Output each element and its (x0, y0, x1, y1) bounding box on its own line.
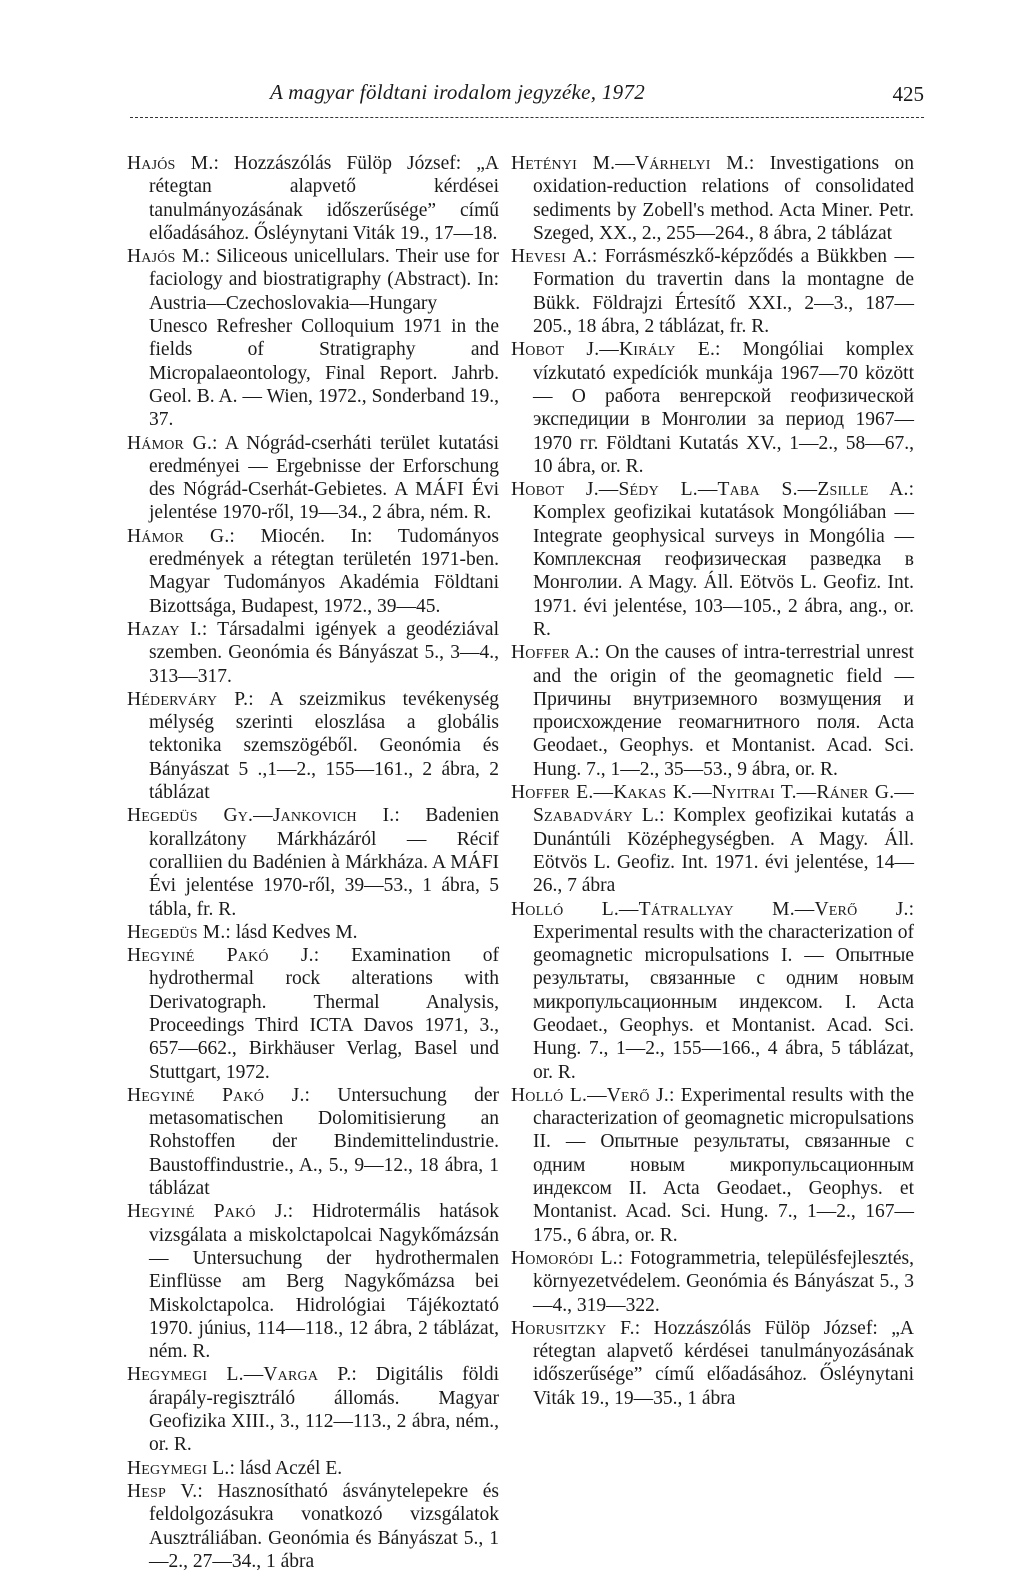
right-column (511, 152, 914, 1410)
entry-author: Hegedüs Gy.—Jankovich I. (127, 805, 395, 827)
entry-author: Hegedüs M. (127, 921, 226, 943)
entry-author: Hevesi A. (511, 246, 592, 268)
entry-text: : Investigations on oxidation-reduction relations of consolidated sediments by Zobell's method. Acta Miner. Petr. Szeged, XX., 2., 255—264., 8 ábra, 2 táblázat (533, 153, 914, 244)
entry-author: Hajós M. (127, 246, 205, 268)
bibliography-entry (511, 898, 914, 1084)
bibliography-entry (511, 478, 914, 641)
entry-author: Hámor G. (127, 432, 213, 454)
entry-text: : Experimental results with the characterization of geomagnetic micropulsations II. — Опытные результаты, связанные с одним новым микропульсационным индексом II. Acta Geodaet., Geophys. et Montanist. Acad. Sci. Hung. 7., 1—2., 167—175., 6 ábra, or. R. (533, 1084, 914, 1246)
entry-text: : Experimental results with the characterization of geomagnetic micropulsations I. — Опытные результаты, связанные с одним новым микропульсационным индексом. I. Acta Geodaet., Geophys. et Montanist. Acad. Sci. Hung. 7., 1—2., 155—166., 4 ábra, 5 táblázat, or. R. (533, 898, 914, 1083)
bibliography-entry (511, 1247, 914, 1317)
entry-text: : Forrásmészkő-képződés a Bükkben — Formation du travertin dans la montagne de Bükk. Földrajzi Értesítő XXI., 2—3., 187—205., 18 ábra, 2 táblázat, fr. R. (533, 246, 914, 338)
entry-text: : Siliceous unicellulars. Their use for faciology and biostratigraphy (Abstract). In: Austria—Czechoslovakia—Hungary Unesco Refresher Colloquium 1971 in the fields of Stratigraphy and Micropalaeontology, Final Report. Jahrb. Geol. B. A. — Wien, 1972., Sonderband 19., 37. (149, 246, 499, 431)
entry-text: : Untersuchung der metasomatischen Dolomitisierung an Rohstoffen der Bindemittelindustrie. Baustoffindustrie., A., 5., 9—12., 18 ábra, 1 táblázat (149, 1084, 499, 1200)
bibliography-entry (511, 1317, 914, 1410)
bibliography-entry (127, 618, 499, 688)
entry-text: : Digitális földi árapály-regisztráló állomás. Magyar Geofizika XIII., 3., 112—113., 2 ábra, ném., or. R. (149, 1364, 499, 1456)
bibliography-entry (511, 152, 914, 245)
entry-text: : Mongóliai komplex vízkutató expedíciók munkája 1967—70 között — О работа венгерской геофизической экспедиции в Монголии за период 1967—1970 гг. Földtani Kutatás XV., 1—2., 58—67., 10 ábra, or. R. (533, 339, 914, 477)
entry-author: Hobot J.—Sédy L.—Taba S.—Zsille A. (511, 479, 909, 501)
header-rule (130, 117, 924, 118)
bibliography-entry (127, 1480, 499, 1573)
entry-author: Holló L.—Tátrallyay M.—Verő J. (511, 898, 909, 920)
entry-text: : A Nógrád-cserháti terület kutatási eredményei — Ergebnisse der Erforschung des Nógrád-Cserhát-Gebietes. A MÁFI Évi jelentése 1970-ről, 19—34., 2 ábra, ném. R. (149, 432, 499, 524)
entry-author: Hegyiné Pakó J. (127, 1084, 305, 1106)
bibliography-entry (127, 921, 499, 944)
bibliography-entry (127, 804, 499, 920)
entry-author: Horusitzky F. (511, 1317, 635, 1339)
entry-text: : Komplex geofizikai kutatás a Dunántúli Középhegységben. A Magy. Áll. Eötvös L. Geofiz. Int. 1971. évi jelentése, 14—26., 7 ábra (533, 805, 914, 897)
bibliography-entry (511, 338, 914, 478)
entry-text: : A szeizmikus tevékenység mélység szerinti eloszlása a globális tektonika szemszögéből. Geonómia és Bányászat 5 .,1—2., 155—161., 2 ábra, 2 táblázat (149, 688, 499, 804)
bibliography-entry (127, 1200, 499, 1363)
bibliography-entry (127, 1457, 499, 1480)
entry-text: : Hozzászólás Fülöp József: „A rétegtan alapvető kérdései tanulmányozásának időszerűsége” című előadásához. Ősléynytani Viták 19., 17—18. (149, 153, 499, 244)
bibliography-entry (511, 245, 914, 338)
entry-text: : Komplex geofizikai kutatások Mongóliában — Integrate geophysical surveys in Mongólia — Комплексная геофизическая разведка в Монголии. A Magy. Áll. Eötvös L. Geofiz. Int. 1971. évi jelentése, 103—105., 2 ábra, ang., or. R. (533, 479, 914, 640)
entry-text: : Hidrotermális hatások vizsgálata a miskolctapolcai Nagykőmázsán — Untersuchung der hydrothermalen Einflüsse am Berg Nagykőmázsa bei Miskolctapolca. Hidrológiai Tájékoztató 1970. június, 114—118., 12 ábra, 2 táblázat, ném. R. (149, 1201, 499, 1363)
entry-text: : Társadalmi igények a geodéziával szemben. Geonómia és Bányászat 5., 3—4., 313—317. (149, 618, 499, 687)
entry-text: : Hasznosítható ásványtelepekre és feldolgozásukra vonatkozó vizsgálatok Ausztráliában. Geonómia és Bányászat 5., 1—2., 27—34., 1 ábra (149, 1480, 499, 1572)
entry-author: Hegymegi L. (127, 1457, 230, 1479)
entry-text: : On the causes of intra-terrestrial unrest and the origin of the geomagnetic field — Причины внутриземного возмущения и происхождение геомагнитного поля. Acta Geodaet., Geophys. et Montanist. Acad. Sci. Hung. 7., 1—2., 35—53., 9 ábra, or. R. (533, 642, 914, 780)
entry-author: Hetényi M.—Várhelyi M. (511, 153, 749, 174)
bibliography-entry (127, 525, 499, 618)
entry-text: : Hozzászólás Fülöp József: „A rétegtan alapvető kérdései tanulmányozásának időszerűsége” című előadásához. Ősléynytani Viták 19., 19—35., 1 ábra (533, 1317, 914, 1409)
bibliography-entry (127, 1084, 499, 1200)
bibliography-entry (127, 245, 499, 431)
bibliography-entry (127, 152, 499, 245)
bibliography-entry (511, 781, 914, 897)
entry-author: Hobot J.—Király E. (511, 339, 716, 361)
bibliography-entry (127, 432, 499, 525)
entry-text: : lásd Kedves M. (225, 921, 358, 943)
entry-author: Holló L.—Verő J. (511, 1084, 669, 1106)
bibliography-entry (511, 1084, 914, 1247)
running-title: A magyar földtani irodalom jegyzéke, 1972 (270, 80, 646, 104)
entry-author: Héderváry P. (127, 688, 249, 710)
entry-author: Hegyiné Pakó J. (127, 945, 314, 967)
entry-author: Hoffer A. (511, 642, 595, 664)
entry-text: : Fotogrammetria, településfejlesztés, környezetvédelem. Geonómia és Bányászat 5., 3—4., 319—322. (533, 1247, 914, 1316)
entry-text: : lásd Aczél E. (229, 1457, 343, 1479)
entry-author: Hajós M. (127, 153, 214, 174)
bibliography-entry (511, 641, 914, 781)
left-column (127, 152, 499, 1573)
bibliography-entry (127, 1363, 499, 1456)
entry-author: Hegyiné Pakó J. (127, 1201, 288, 1223)
entry-author: Homoródi L. (511, 1247, 618, 1269)
page-number: 425 (892, 82, 924, 106)
entry-author: Hazay I. (127, 618, 202, 640)
page-header (130, 80, 924, 110)
entry-author: Hoffer E.—Kakas K.—Nyitrai T.—Ráner G.—Szabadváry L. (511, 782, 914, 827)
entry-text: : Badenien korallzátony Márkházáról — Récif coralliien du Badénien à Márkháza. A MÁFI Évi jelentése 1970-ről, 39—53., 1 ábra, 5 tábla, fr. R. (149, 805, 499, 920)
entry-author: Hesp V. (127, 1480, 198, 1502)
bibliography-entry (127, 944, 499, 1084)
entry-text: : Miocén. In: Tudományos eredmények a rétegtan területén 1971-ben. Magyar Tudományos Akadémia Földtani Bizottsága, Budapest, 1972., 39—45. (149, 525, 499, 617)
entry-author: Hámor G. (127, 525, 230, 547)
bibliography-entry (127, 688, 499, 804)
entry-author: Hegymegi L.—Varga P. (127, 1364, 352, 1386)
entry-text: : Examination of hydrothermal rock alterations with Derivatograph. Thermal Analysis, Proceedings Third ICTA Davos 1971, 3., 657—662., Birkhäuser Verlag, Basel und Stuttgart, 1972. (149, 945, 499, 1083)
